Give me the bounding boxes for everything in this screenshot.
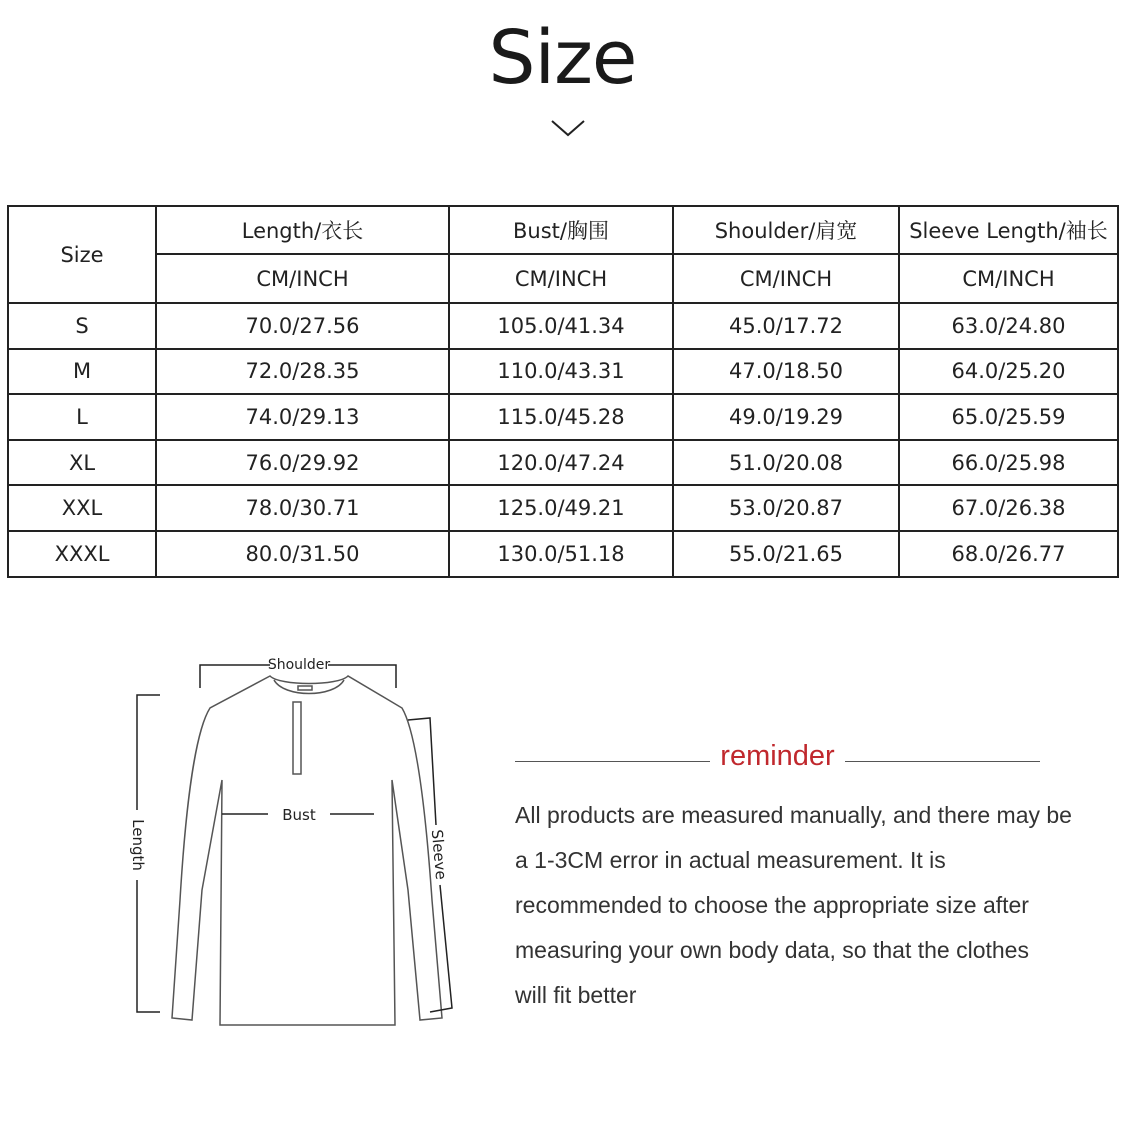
- table-cell: 72.0/28.35: [156, 349, 449, 395]
- table-cell: 115.0/45.28: [449, 394, 673, 440]
- table-cell: 53.0/20.87: [673, 485, 899, 531]
- table-cell: 68.0/26.77: [899, 531, 1118, 577]
- table-cell: 110.0/43.31: [449, 349, 673, 395]
- table-row: [8, 531, 1118, 577]
- table-cell: 67.0/26.38: [899, 485, 1118, 531]
- table-row: [8, 440, 1118, 486]
- table-cell: 130.0/51.18: [449, 531, 673, 577]
- table-row: [8, 485, 1118, 531]
- table-cell: 120.0/47.24: [449, 440, 673, 486]
- size-label: M: [8, 349, 156, 395]
- table-cell: 63.0/24.80: [899, 303, 1118, 349]
- table-cell: 80.0/31.50: [156, 531, 449, 577]
- unit-label: CM/INCH: [673, 254, 899, 303]
- table-row: [8, 349, 1118, 395]
- size-label: L: [8, 394, 156, 440]
- divider: [515, 761, 710, 762]
- size-label: XXL: [8, 485, 156, 531]
- table-cell: 76.0/29.92: [156, 440, 449, 486]
- reminder-heading: [515, 740, 1040, 780]
- shoulder-label: Shoulder: [267, 657, 331, 673]
- table-cell: 66.0/25.98: [899, 440, 1118, 486]
- size-label: XL: [8, 440, 156, 486]
- size-column-header: Size: [8, 206, 156, 303]
- reminder-text: [515, 793, 1095, 1018]
- size-table: [7, 205, 1119, 578]
- table-cell: 51.0/20.08: [673, 440, 899, 486]
- shirt-outline-icon: [172, 676, 442, 1025]
- table-cell: 105.0/41.34: [449, 303, 673, 349]
- sleeve-label: Sleeve: [427, 828, 451, 881]
- page-title: Size: [488, 15, 637, 101]
- column-header-shoulder: Shoulder/肩宽: [673, 206, 899, 254]
- table-cell: 125.0/49.21: [449, 485, 673, 531]
- length-label: Length: [129, 819, 147, 871]
- table-cell: 74.0/29.13: [156, 394, 449, 440]
- reminder-line: a 1-3CM error in actual measurement. It is: [515, 847, 946, 873]
- chevron-down-icon: [550, 118, 586, 138]
- table-row: [8, 394, 1118, 440]
- table-cell: 64.0/25.20: [899, 349, 1118, 395]
- column-header-bust: Bust/胸围: [449, 206, 673, 254]
- table-row: [8, 303, 1118, 349]
- reminder-line: will fit better: [515, 982, 637, 1008]
- table-cell: 55.0/21.65: [673, 531, 899, 577]
- column-header-sleeve-length: Sleeve Length/袖长: [899, 206, 1118, 254]
- size-label: XXXL: [8, 531, 156, 577]
- size-label: S: [8, 303, 156, 349]
- table-cell: 65.0/25.59: [899, 394, 1118, 440]
- reminder-line: recommended to choose the appropriate size after: [515, 892, 1029, 918]
- shirt-measurement-diagram: [90, 640, 490, 1040]
- unit-label: CM/INCH: [449, 254, 673, 303]
- bust-label: Bust: [282, 806, 316, 824]
- unit-label: CM/INCH: [899, 254, 1118, 303]
- table-cell: 49.0/19.29: [673, 394, 899, 440]
- unit-label: CM/INCH: [156, 254, 449, 303]
- divider: [845, 761, 1040, 762]
- column-header-length: Length/衣长: [156, 206, 449, 254]
- table-cell: 47.0/18.50: [673, 349, 899, 395]
- reminder-line: All products are measured manually, and there may be: [515, 802, 1072, 828]
- reminder-label: reminder: [720, 740, 835, 772]
- reminder-line: measuring your own body data, so that the clothes: [515, 937, 1029, 963]
- table-cell: 45.0/17.72: [673, 303, 899, 349]
- table-cell: 70.0/27.56: [156, 303, 449, 349]
- table-cell: 78.0/30.71: [156, 485, 449, 531]
